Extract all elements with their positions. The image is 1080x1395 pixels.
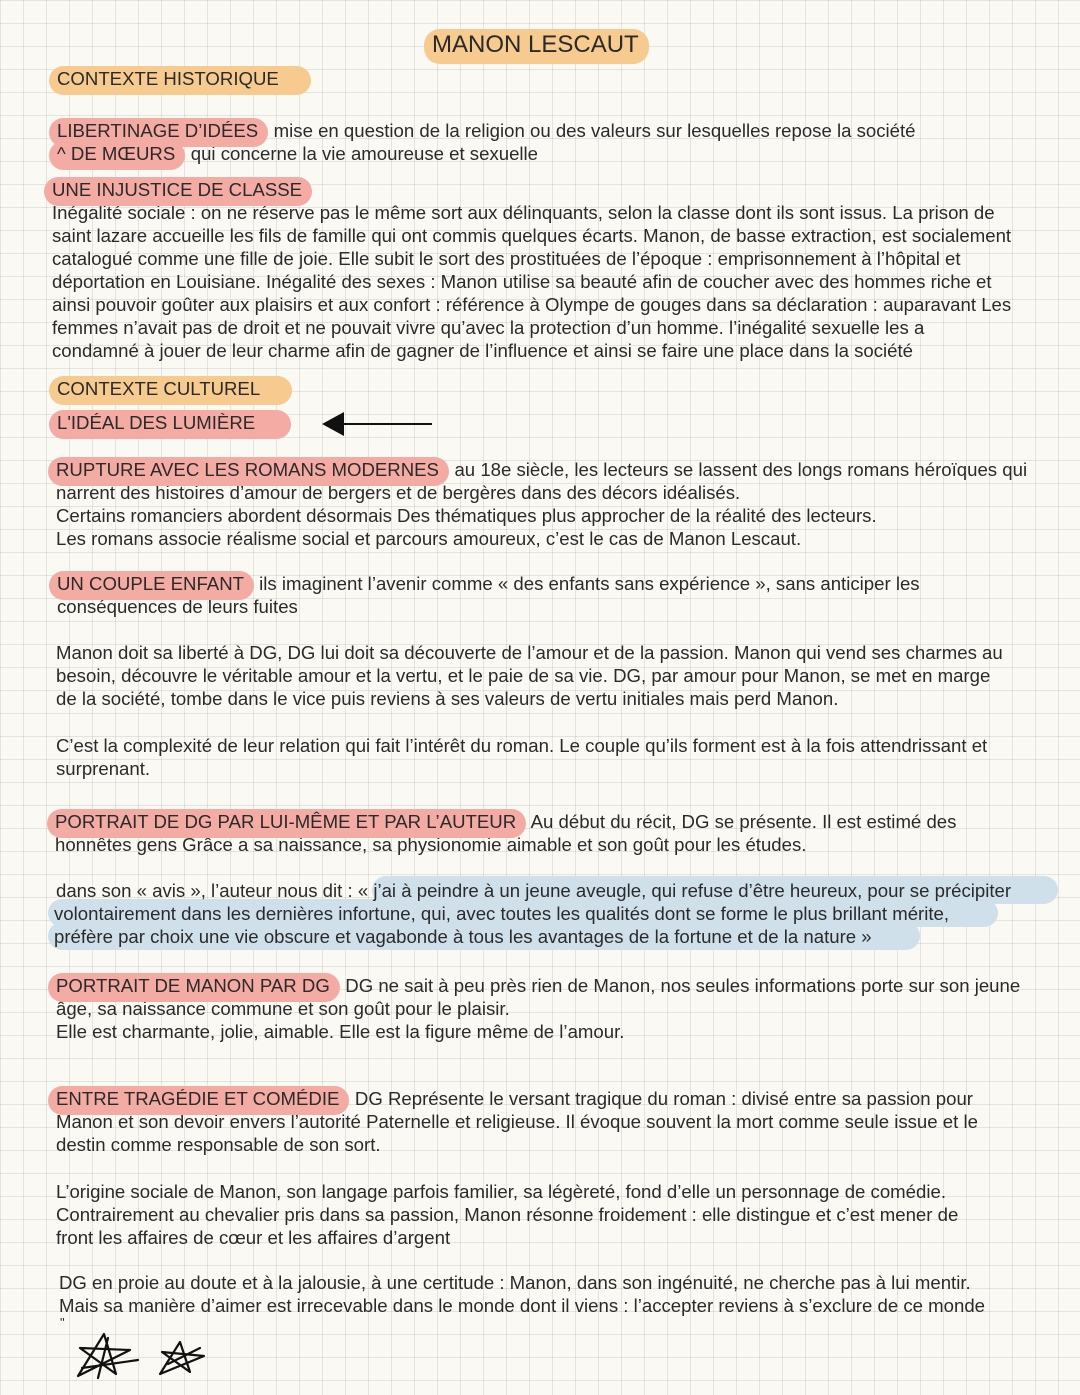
portrait-manon-heading: PORTRAIT DE MANON PAR DG : DG ne sait à peu près rien de Manon, nos seules informations porte sur son jeune xyxy=(56,975,1021,996)
tragedie-paragraph: Manon et son devoir envers l’autorité Paternelle et religieuse. Il évoque souvent la mort comme seule issue et le destin comme responsable de son sort. xyxy=(56,1111,978,1155)
couple-line-2: conséquences de leurs fuites xyxy=(57,596,298,617)
portrait-manon-paragraph: âge, sa naissance commune et son goût pour le plaisir. Elle est charmante, jolie, aimable. Elle est la figure même de l’amour. xyxy=(56,998,625,1042)
rupture-paragraph: narrent des histoires d’amour de bergers et de bergères dans des décors idéalisés. Certains romanciers abordent désormais Des thématiques plus approcher de la réalité des lecteurs. Les romans associe réalisme social et parcours amoureux, c’est le cas de Manon Lescaut. xyxy=(56,482,877,549)
tragedie-paragraph-2: L’origine sociale de Manon, son langage parfois familier, sa légèreté, fond d’elle un personnage de comédie. Contrairement au chevalier pris dans sa passion, Manon résonne froidement : elle distingue et c’est mener de front les affaires de cœur et les affaires d’argent xyxy=(56,1181,959,1248)
section-heading-contexte-historique: CONTEXTE HISTORIQUE xyxy=(57,67,301,90)
portrait-dg-quote-1: dans son « avis », l’auteur nous dit : « j’ai à peindre à un jeune aveugle, qui refuse d’être heureux, pour se précipiter xyxy=(56,880,1012,901)
couple-paragraph-2: C’est la complexité de leur relation qui fait l’intérêt du roman. Le couple qu’ils forment est à la fois attendrissant et surprenant. xyxy=(56,735,988,779)
couple-heading: UN COUPLE ENFANT : ils imaginent l’avenir comme « des enfants sans expérience », sans anticiper les xyxy=(57,573,920,594)
star-doodle-icon xyxy=(72,1328,222,1384)
left-arrow-icon xyxy=(320,409,435,439)
portrait-dg-quote-2: volontairement dans les dernières infortune, qui, avec toutes les qualités dont se forme le plus brillant mérite, xyxy=(54,903,950,924)
rupture-heading: RUPTURE AVEC LES ROMANS MODERNES : au 18e siècle, les lecteurs se lassent des longs romans héroïques qui xyxy=(56,459,1028,480)
portrait-dg-heading: PORTRAIT DE DG PAR LUI-MÊME ET PAR L’AUTEUR : Au début du récit, DG se présente. Il est estimé des xyxy=(55,811,957,832)
injustice-paragraph: Inégalité sociale : on ne réserve pas le même sort aux délinquants, selon la classe dont ils sont issus. La prison de saint lazare accueille les fils de famille qui ont commis quelques écarts. Manon, de basse extraction, est socialement catalogué comme une fille de joie. Elle subit le sort des prostituées de l’époque : emprisonnement à l’hôpital et déportation en Louisiane. Inégalité des sexes : Manon utilise sa beauté afin de coucher avec des hommes riche et ainsi pouvoir goûter aux plaisirs et aux confort : référence à Olympe de gouges dans sa déclaration : auparavant Les femmes n’avait pas de droit et ne pouvait vivre qu’avec la protection d’un homme. l’inégalité sexuelle les a condamné à jouer de leur charme afin de gagner de l’influence et ainsi se faire une place dans la société xyxy=(52,202,1012,361)
quote-mark: " xyxy=(60,1315,65,1330)
page-title: MANON LESCAUT xyxy=(432,31,639,58)
portrait-dg-line-2: honnêtes gens Grâce a sa naissance, sa physionomie aimable et son goût pour les études. xyxy=(55,834,807,855)
injustice-heading: UNE INJUSTICE DE CLASSE : xyxy=(52,179,313,200)
tragedie-paragraph-3: DG en proie au doute et à la jalousie, à une certitude : Manon, dans son ingénuité, ne cherche pas à lui mentir. Mais sa manière d’aimer est irrecevable dans le monde dont il viens : l’accepter reviens à s’exclure de ce monde xyxy=(59,1272,986,1316)
libertinage-moeurs: ^ DE MŒURS : qui concerne la vie amoureuse et sexuelle xyxy=(57,143,539,164)
couple-paragraph: Manon doit sa liberté à DG, DG lui doit sa découverte de l’amour et de la passion. Manon qui vend ses charmes au besoin, découvre le véritable amour et la vertu, et le paie de sa vie. DG, par amour pour Manon, se met en marge de la société, tombe dans le vice puis reviens à ses valeurs de vertu initiales mais perd Manon. xyxy=(56,642,1003,709)
portrait-dg-quote-3: préfère par choix une vie obscure et vagabonde à tous les avantages de la fortune et de la nature » xyxy=(54,926,872,947)
tragedie-heading: ENTRE TRAGÉDIE ET COMÉDIE : DG Représente le versant tragique du roman : divisé entre sa passion pour xyxy=(56,1088,973,1109)
libertinage-idees: LIBERTINAGE D’IDÉES : mise en question de la religion ou des valeurs sur lesquelles repose la société xyxy=(57,120,916,141)
section-heading-contexte-culturel: CONTEXTE CULTUREL xyxy=(57,377,282,400)
ideal-lumieres-heading: L'IDÉAL DES LUMIÈRE xyxy=(57,411,281,434)
